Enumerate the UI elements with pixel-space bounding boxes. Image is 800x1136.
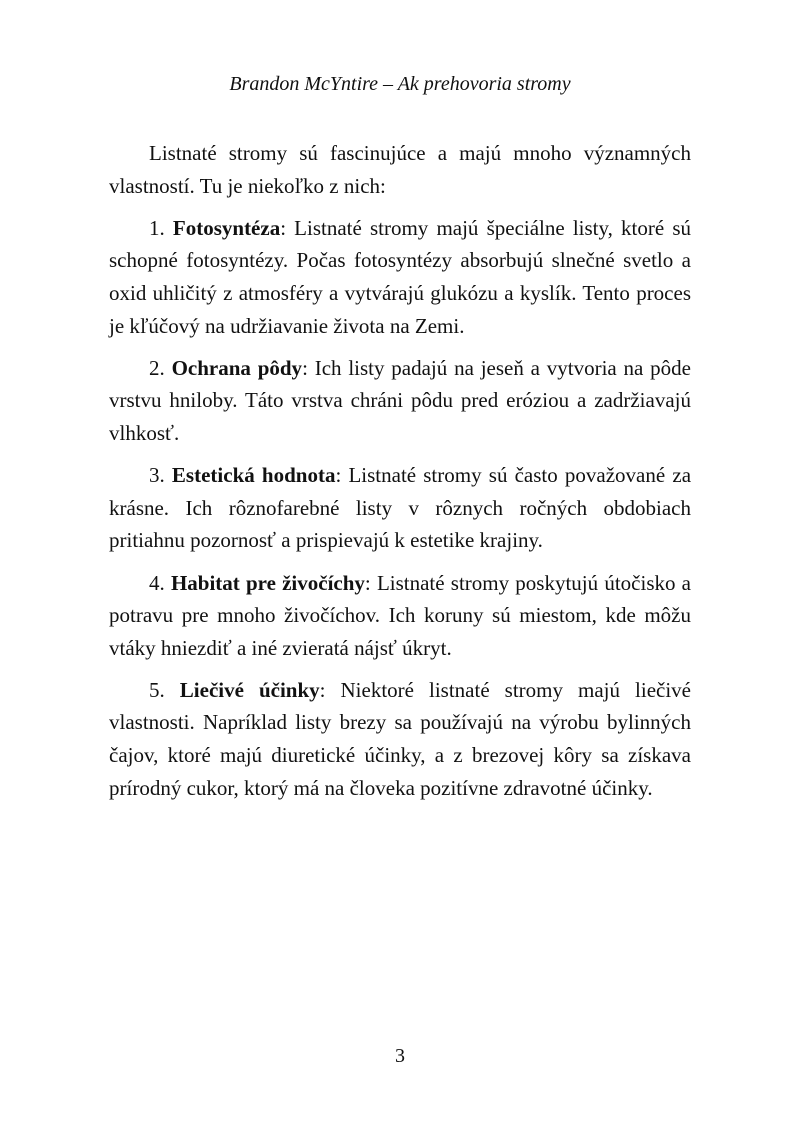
item-term: Estetická hodnota (171, 463, 336, 488)
page-number: 3 (395, 1045, 405, 1067)
item-term: Liečivé účinky (179, 677, 320, 702)
page-body (109, 137, 691, 814)
intro-paragraph: Listnaté stromy sú fascinujúce a majú mnoho významných vlastností. Tu je niekoľko z nich: (109, 141, 691, 198)
item-number: 2. (149, 355, 165, 380)
list-item (109, 567, 691, 665)
item-text: : Listnaté stromy poskytujú útočisko a potravu pre mnoho živočíchov. Ich koruny sú miestom, kde môžu vtáky hniezdiť a iné zvieratá nájsť úkryt. (109, 570, 692, 660)
list-item (109, 459, 691, 557)
list-item (109, 212, 691, 342)
item-text: : Listnaté stromy majú špeciálne listy, ktoré sú schopné fotosyntézy. Počas fotosyntézy absorbujú slnečné svetlo a oxid uhličitý z atmosféry a vytvárajú glukózu a kyslík. Tento proces je kľúčový na udržiavanie života na Zemi. (109, 215, 691, 338)
item-number: 3. (149, 463, 165, 488)
item-number: 5. (149, 677, 165, 702)
item-text: : Ich listy padajú na jeseň a vytvoria na pôde vrstvu hniloby. Táto vrstva chráni pôdu pred eróziou a zadržiavajú vlhkosť. (109, 355, 692, 445)
item-term: Fotosyntéza (172, 215, 281, 240)
item-number: 1. (149, 215, 165, 240)
list-item (109, 674, 691, 804)
running-header: Brandon McYntire – Ak prehovoria stromy (229, 73, 571, 95)
item-number: 4. (149, 570, 165, 595)
item-text: : Listnaté stromy sú často považované za krásne. Ich rôznofarebné listy v rôznych ročných obdobiach pritiahnu pozornosť a prispievajú k estetike krajiny. (109, 463, 692, 553)
list-item (109, 352, 691, 450)
item-text: : Niektoré listnaté stromy majú liečivé vlastnosti. Napríklad listy brezy sa používajú na výrobu bylinných čajov, ktoré majú diuretické účinky, a z brezovej kôry sa získava prírodný cukor, ktorý má na človeka pozitívne zdravotné účinky. (109, 677, 691, 800)
item-term: Ochrana pôdy (171, 355, 303, 380)
item-term: Habitat pre živočíchy (170, 570, 365, 595)
